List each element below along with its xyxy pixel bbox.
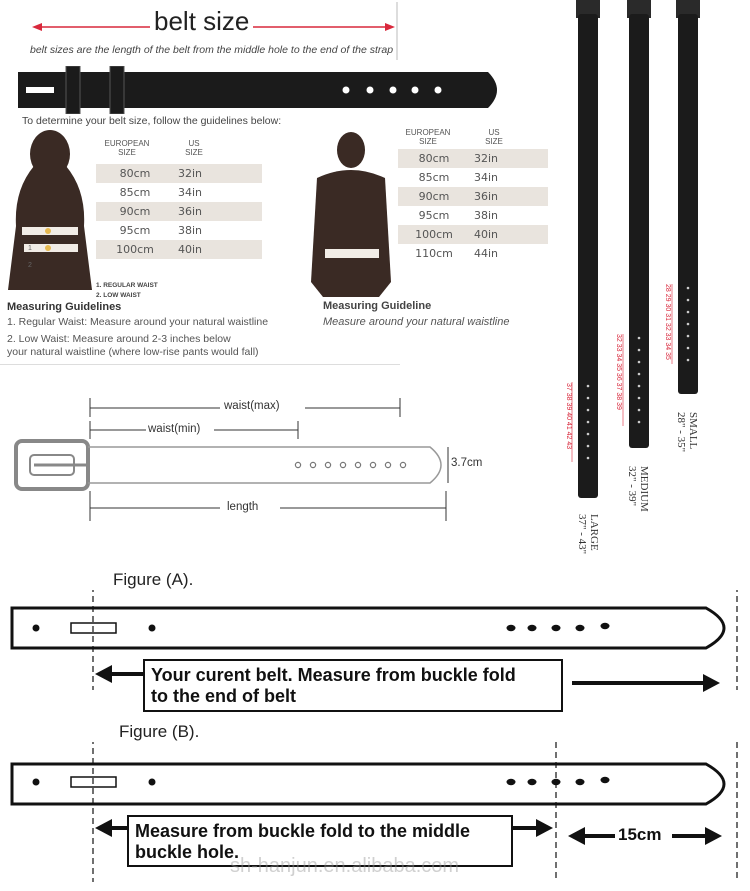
section-divider: [0, 364, 400, 365]
width-label: 3.7cm: [451, 457, 483, 469]
small-hole-sizes: 28 29 30 31 32 33 34 35: [664, 284, 671, 360]
table-cell: 32in: [174, 164, 262, 183]
table-cell: 90cm: [96, 202, 174, 221]
figure-b-caption-line-1: Measure from buckle fold to the middle: [135, 821, 471, 841]
table-row: [96, 183, 262, 202]
table-row: [398, 206, 548, 225]
table-cell: 85cm: [96, 183, 174, 202]
female-eu-header: EUROPEAN SIZE: [104, 139, 150, 157]
female-guide-title: Measuring Guidelines: [7, 301, 122, 313]
table-row: [398, 225, 548, 244]
table-row: [398, 149, 548, 168]
small-belt-range: 28" - 35": [675, 412, 687, 453]
figure-a-label: Figure (A).: [113, 570, 194, 589]
table-cell: 38in: [470, 206, 548, 225]
table-cell: 44in: [470, 244, 548, 263]
female-waist-marker-2: 2: [28, 262, 32, 269]
female-legend-2: 2. LOW WAIST: [96, 292, 141, 299]
top-belt-illustration: [18, 66, 508, 114]
watermark: sh-hanjun.en.alibaba.com: [230, 855, 460, 877]
table-cell: 100cm: [398, 225, 470, 244]
table-cell: 100cm: [96, 240, 174, 259]
figure-b-label: Figure (B).: [119, 722, 200, 741]
table-row: [398, 187, 548, 206]
belt-size-subtitle: belt sizes are the length of the belt from the middle hole to the end of the strap: [30, 44, 394, 56]
female-us-header: US SIZE: [185, 139, 203, 157]
table-cell: 95cm: [96, 221, 174, 240]
figure-a-caption: [143, 659, 563, 712]
female-guide-2b: your natural waistline (where low-rise pants would fall): [7, 346, 259, 358]
male-guide-text: Measure around your natural waistline: [323, 316, 510, 328]
male-silhouette-icon: [305, 132, 397, 297]
figure-a-caption-line-2: to the end of belt: [151, 686, 296, 706]
table-cell: 40in: [174, 240, 262, 259]
table-row: [96, 240, 262, 259]
table-cell: 85cm: [398, 168, 470, 187]
table-row: [398, 168, 548, 187]
medium-belt-range: 32" - 39": [626, 466, 638, 507]
female-legend-1: 1. REGULAR WAIST: [96, 282, 158, 289]
table-row: [398, 244, 548, 263]
table-cell: 34in: [174, 183, 262, 202]
male-size-table: [398, 149, 548, 263]
length-label: length: [227, 501, 259, 513]
table-cell: 110cm: [398, 244, 470, 263]
table-cell: 90cm: [398, 187, 470, 206]
medium-belt-name: MEDIUM: [638, 466, 650, 512]
table-row: [96, 221, 262, 240]
table-cell: 40in: [470, 225, 548, 244]
table-cell: 36in: [174, 202, 262, 221]
female-waist-marker-1: 1: [28, 245, 32, 252]
figure-b-caption-line-2: buckle hole.: [135, 842, 240, 862]
table-row: [96, 164, 262, 183]
male-us-header: US SIZE: [485, 128, 503, 146]
table-cell: 38in: [174, 221, 262, 240]
hanging-belts: [560, 0, 750, 560]
medium-hole-sizes: 32 33 34 35 36 37 38 39: [615, 334, 622, 410]
male-eu-header: EUROPEAN SIZE: [405, 128, 451, 146]
table-cell: 80cm: [96, 164, 174, 183]
large-belt-range: 37" - 43": [576, 514, 588, 555]
female-guide-2a: 2. Low Waist: Measure around 2-3 inches below: [7, 333, 231, 345]
table-cell: 36in: [470, 187, 548, 206]
large-belt-name: LARGE: [588, 514, 600, 551]
waist-max-label: waist(max): [224, 400, 280, 412]
page-title: belt size: [150, 6, 253, 37]
female-silhouette-icon: [4, 130, 96, 290]
female-guide-1: 1. Regular Waist: Measure around your natural waistline: [7, 316, 269, 328]
small-belt-name: SMALL: [687, 412, 699, 450]
waist-min-label: waist(min): [148, 423, 201, 435]
figure-a-caption-line-1: Your curent belt. Measure from buckle fold: [151, 665, 516, 685]
table-cell: 95cm: [398, 206, 470, 225]
table-cell: 32in: [470, 149, 548, 168]
large-hole-sizes: 37 38 39 40 41 42 43: [565, 383, 572, 450]
table-row: [96, 202, 262, 221]
table-cell: 80cm: [398, 149, 470, 168]
female-size-table: [96, 164, 262, 259]
male-guide-title: Measuring Guideline: [323, 300, 432, 312]
instruction-text: To determine your belt size, follow the guidelines below:: [22, 115, 282, 127]
table-cell: 34in: [470, 168, 548, 187]
figure-b-offset: 15cm: [618, 825, 662, 844]
